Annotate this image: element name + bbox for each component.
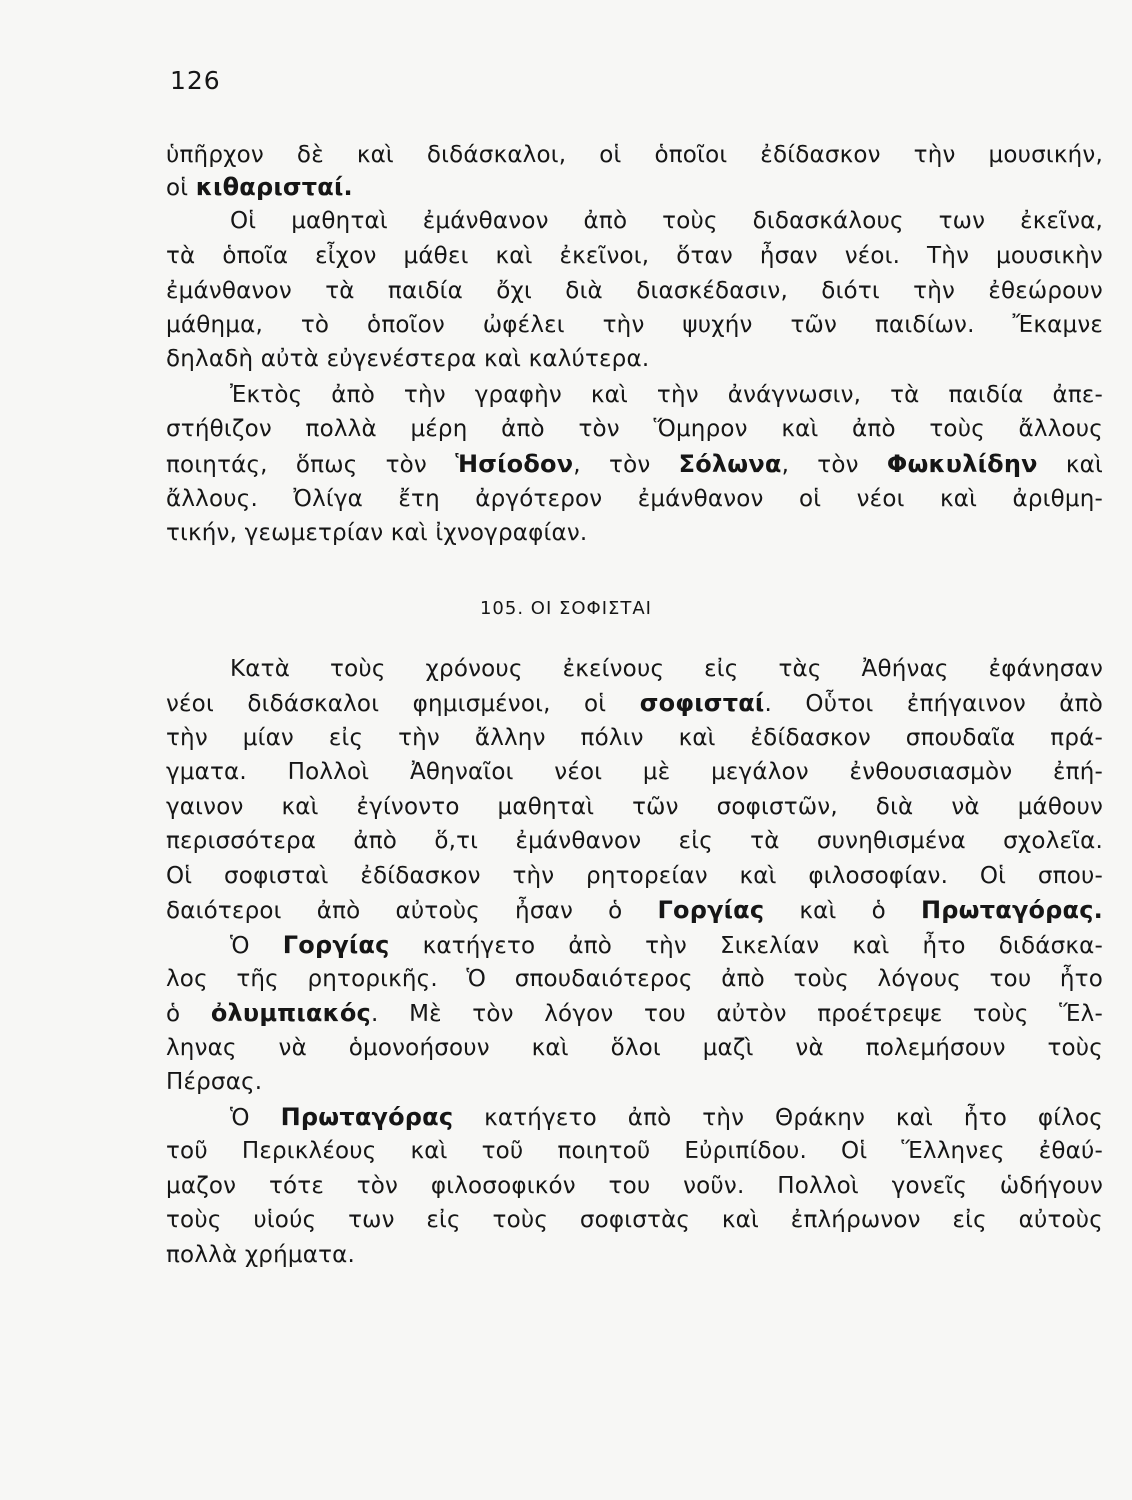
text-span: καὶ bbox=[1037, 452, 1103, 478]
text-line: ὑπῆρχον δὲ καὶ διδάσκαλοι, οἱ ὁποῖοι ἐδίδασκον τὴν μουσικήν, bbox=[166, 142, 1103, 168]
bold-term: Πρωταγόρας. bbox=[921, 896, 1103, 924]
text-line: λος τῆς ρητορικῆς. Ὁ σπουδαιότερος ἀπὸ τοὺς λόγους του ἦτο bbox=[166, 966, 1103, 992]
bold-term: κιθαρισταί. bbox=[195, 173, 353, 201]
text-line bbox=[166, 688, 1103, 719]
text-line bbox=[166, 895, 1103, 926]
text-line: τικήν, γεωμετρίαν καὶ ἰχνογραφίαν. bbox=[166, 520, 588, 546]
bold-term: Γοργίας bbox=[282, 931, 390, 959]
bold-term: ὀλυμπιακός bbox=[210, 999, 371, 1027]
text-span: ποιητάς, ὅπως τὸν bbox=[166, 452, 456, 478]
text-line: τοῦ Περικλέους καὶ τοῦ ποιητοῦ Εὐριπίδου. Οἱ Ἕλληνες ἐθαύ- bbox=[166, 1138, 1103, 1164]
text-line: ἐμάνθανον τὰ παιδία ὄχι διὰ διασκέδασιν, διότι τὴν ἐθεώρουν bbox=[166, 278, 1103, 304]
text-line: τοὺς υἱούς των εἰς τοὺς σοφιστὰς καὶ ἐπλήρωνον εἰς αὐτοὺς bbox=[166, 1207, 1103, 1233]
text-line bbox=[166, 449, 1103, 480]
text-line: τὰ ὁποῖα εἶχον μάθει καὶ ἐκεῖνοι, ὅταν ἦσαν νέοι. Τὴν μουσικὴν bbox=[166, 243, 1103, 269]
text-line: ἄλλους. Ὀλίγα ἔτη ἀργότερον ἐμάνθανον οἱ νέοι καὶ ἀριθμη- bbox=[166, 486, 1103, 512]
text-span: Ὁ bbox=[230, 933, 283, 959]
section-heading: 105. ΟΙ ΣΟΦΙΣΤΑΙ bbox=[479, 598, 652, 619]
text-line: στήθιζον πολλὰ μέρη ἀπὸ τὸν Ὅμηρον καὶ ἀπὸ τοὺς ἄλλους bbox=[166, 416, 1103, 442]
bold-term: Σόλωνα bbox=[678, 450, 782, 478]
text-span: ὁ bbox=[166, 1001, 211, 1027]
text-span: κατήγετο ἀπὸ τὴν Σικελίαν καὶ ἦτο διδάσκα- bbox=[389, 933, 1103, 959]
text-line: Κατὰ τοὺς χρόνους ἐκείνους εἰς τὰς Ἀθήνας ἐφάνησαν bbox=[230, 656, 1103, 682]
text-line: γαινον καὶ ἐγίνοντο μαθηταὶ τῶν σοφιστῶν, διὰ νὰ μάθουν bbox=[166, 794, 1103, 820]
text-line bbox=[166, 172, 1103, 203]
text-line: Οἱ σοφισταὶ ἐδίδασκον τὴν ρητορείαν καὶ φιλοσοφίαν. Οἱ σπου- bbox=[166, 863, 1103, 889]
text-line: δηλαδὴ αὐτὰ εὐγενέστερα καὶ καλύτερα. bbox=[166, 346, 650, 372]
bold-term: Φωκυλίδην bbox=[886, 450, 1038, 478]
text-line bbox=[166, 930, 1103, 961]
text-line: τὴν μίαν εἰς τὴν ἄλλην πόλιν καὶ ἐδίδασκον σπουδαῖα πρά- bbox=[166, 725, 1103, 751]
text-span: κατήγετο ἀπὸ τὴν Θράκην καὶ ἦτο φίλος bbox=[453, 1105, 1104, 1131]
text-line: πολλὰ χρήματα. bbox=[166, 1242, 355, 1268]
text-line: μάθημα, τὸ ὁποῖον ὠφέλει τὴν ψυχήν τῶν παιδίων. Ἔκαμνε bbox=[166, 312, 1103, 338]
bold-term: Γοργίας bbox=[657, 896, 765, 924]
text-span: . Οὗτοι ἐπήγαινον ἀπὸ bbox=[764, 691, 1103, 717]
text-span: καὶ ὁ bbox=[764, 898, 922, 924]
text-line: μαζον τότε τὸν φιλοσοφικόν του νοῦν. Πολλοὶ γονεῖς ὡδήγουν bbox=[166, 1173, 1103, 1199]
bold-term: Πρωταγόρας bbox=[280, 1103, 454, 1131]
text-span: , τὸν bbox=[781, 452, 887, 478]
text-line: Ἐκτὸς ἀπὸ τὴν γραφὴν καὶ τὴν ἀνάγνωσιν, τὰ παιδία ἀπε- bbox=[230, 382, 1103, 408]
text-line: περισσότερα ἀπὸ ὅ,τι ἐμάνθανον εἰς τὰ συνηθισμένα σχολεῖα. bbox=[166, 828, 1103, 854]
text-line: Οἱ μαθηταὶ ἐμάνθανον ἀπὸ τοὺς διδασκάλους των ἐκεῖνα, bbox=[230, 208, 1103, 234]
page-number: 126 bbox=[170, 66, 221, 95]
text-span: οἱ bbox=[166, 175, 196, 201]
text-line: Πέρσας. bbox=[166, 1069, 263, 1095]
text-span: Ὁ bbox=[230, 1105, 281, 1131]
bold-term: Ἡσίοδον bbox=[455, 450, 574, 478]
text-line bbox=[166, 1102, 1103, 1133]
bold-term: σοφισταί bbox=[639, 689, 765, 717]
text-line: γματα. Πολλοὶ Ἀθηναῖοι νέοι μὲ μεγάλον ἐνθουσιασμὸν ἐπή- bbox=[166, 759, 1103, 785]
text-span: δαιότεροι ἀπὸ αὐτοὺς ἦσαν ὁ bbox=[166, 898, 658, 924]
text-span: , τὸν bbox=[573, 452, 679, 478]
text-line bbox=[166, 998, 1103, 1029]
text-span: νέοι διδάσκαλοι φημισμένοι, οἱ bbox=[166, 691, 640, 717]
text-line: ληνας νὰ ὁμονοήσουν καὶ ὅλοι μαζὶ νὰ πολεμήσουν τοὺς bbox=[166, 1035, 1103, 1061]
text-span: . Μὲ τὸν λόγον του αὐτὸν προέτρεψε τοὺς Ἕλ- bbox=[370, 1001, 1103, 1027]
